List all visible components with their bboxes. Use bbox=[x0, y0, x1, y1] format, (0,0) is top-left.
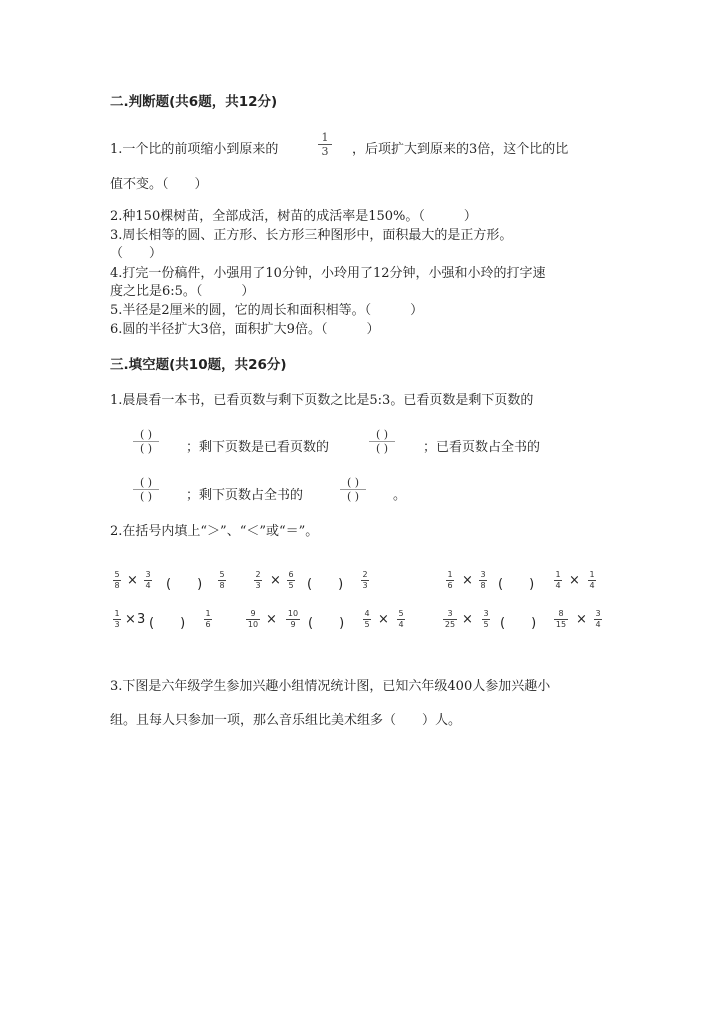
fraction-denominator: 3 bbox=[255, 581, 261, 590]
fraction-numerator: 1 bbox=[589, 570, 595, 579]
fraction-denominator: 8 bbox=[114, 581, 120, 590]
times-sign: × bbox=[125, 612, 136, 627]
blank-numerator[interactable]: ( ) bbox=[375, 428, 389, 441]
fraction-5-8 bbox=[218, 571, 226, 590]
fraction-1-4 bbox=[554, 571, 562, 590]
fraction-2-3 bbox=[361, 571, 369, 590]
blank-denominator[interactable]: ( ) bbox=[375, 442, 389, 455]
fraction-3-25 bbox=[443, 610, 457, 629]
fraction-denominator: 4 bbox=[398, 620, 404, 629]
s2-q1-fraction bbox=[318, 132, 332, 157]
fraction-1-6 bbox=[204, 610, 212, 629]
fraction-1-6 bbox=[446, 571, 454, 590]
s3-q1-text-t2: ；已看页数占全书的 bbox=[423, 440, 541, 455]
times-sign: × bbox=[462, 612, 473, 627]
s2-q6: 6.圆的半径扩大3倍，面积扩大9倍。（ ） bbox=[110, 322, 380, 337]
fraction-denominator: 5 bbox=[364, 620, 370, 629]
fraction-8-15 bbox=[554, 610, 568, 629]
times-sign: × bbox=[270, 573, 281, 588]
fraction-denominator: 9 bbox=[290, 620, 296, 629]
blank-denominator[interactable]: ( ) bbox=[346, 490, 360, 503]
fraction-numerator: 1 bbox=[205, 609, 211, 618]
fraction-denominator: 4 bbox=[145, 581, 151, 590]
fraction-numerator: 6 bbox=[288, 570, 294, 579]
compare-blank[interactable]: ( ) bbox=[500, 616, 537, 631]
blank-numerator[interactable]: ( ) bbox=[139, 476, 153, 489]
fraction-3-5 bbox=[482, 610, 490, 629]
fraction-denominator: 4 bbox=[555, 581, 561, 590]
fraction-numerator: 1 bbox=[114, 609, 120, 618]
fraction-4-5 bbox=[363, 610, 371, 629]
compare-blank[interactable]: ( ) bbox=[308, 616, 345, 631]
fraction-3-8 bbox=[479, 571, 487, 590]
fraction-numerator: 5 bbox=[114, 570, 120, 579]
fraction-numerator: 2 bbox=[255, 570, 261, 579]
fraction-6-5 bbox=[287, 571, 295, 590]
times-sign: × bbox=[569, 573, 580, 588]
fraction-numerator: 10 bbox=[287, 609, 299, 618]
fraction-denominator: 15 bbox=[555, 620, 567, 629]
fraction-denominator: 3 bbox=[362, 581, 368, 590]
fraction-3-4 bbox=[144, 571, 152, 590]
s3-q1-blank-fraction-3[interactable] bbox=[133, 477, 159, 502]
s2-q2: 2.种150棵树苗，全部成活，树苗的成活率是150%。（ ） bbox=[110, 209, 477, 224]
compare-blank[interactable]: ( ) bbox=[149, 616, 186, 631]
blank-numerator[interactable]: ( ) bbox=[346, 476, 360, 489]
fraction-numerator: 9 bbox=[250, 609, 256, 618]
fraction-numerator: 5 bbox=[398, 609, 404, 618]
s3-q3-text-a: 3.下图是六年级学生参加兴趣小组情况统计图，已知六年级400人参加兴趣小 bbox=[110, 679, 551, 694]
s2-q4-a: 4.打完一份稿件，小强用了10分钟，小玲用了12分钟，小强和小玲的打字速 bbox=[110, 266, 546, 281]
blank-numerator[interactable]: ( ) bbox=[139, 428, 153, 441]
blank-denominator[interactable]: ( ) bbox=[139, 490, 153, 503]
s3-q1-text-a: 1.晨晨看一本书，已看页数与剩下页数之比是5:3。已看页数是剩下页数的 bbox=[110, 393, 534, 408]
fraction-numerator: 3 bbox=[483, 609, 489, 618]
fraction-numerator: 3 bbox=[595, 609, 601, 618]
fraction-numerator: 3 bbox=[145, 570, 151, 579]
fraction-numerator: 3 bbox=[447, 609, 453, 618]
section-3-title: 三.填空题(共10题，共26分) bbox=[110, 357, 287, 373]
number-3: 3 bbox=[137, 612, 146, 627]
fraction-numerator: 1 bbox=[555, 570, 561, 579]
s3-q1-blank-fraction-2[interactable] bbox=[369, 429, 395, 454]
fraction-2-3 bbox=[254, 571, 262, 590]
fraction-denominator: 10 bbox=[247, 620, 259, 629]
s3-q1-end: 。 bbox=[393, 488, 407, 503]
fraction-denominator: 25 bbox=[444, 620, 456, 629]
s2-q4-b: 度之比是6:5。（ ） bbox=[110, 284, 255, 299]
fraction-3-4 bbox=[594, 610, 602, 629]
s2-q5: 5.半径是2厘米的圆，它的周长和面积相等。（ ） bbox=[110, 303, 424, 318]
section-2-title: 二.判断题(共6题，共12分) bbox=[110, 94, 278, 110]
fraction-denominator: 8 bbox=[219, 581, 225, 590]
s3-q1-blank-fraction-1[interactable] bbox=[133, 429, 159, 454]
times-sign: × bbox=[266, 612, 277, 627]
fraction-numerator: 1 bbox=[321, 131, 329, 144]
fraction-numerator: 5 bbox=[219, 570, 225, 579]
fraction-5-4 bbox=[397, 610, 405, 629]
fraction-denominator: 5 bbox=[483, 620, 489, 629]
fraction-denominator: 6 bbox=[205, 620, 211, 629]
fraction-10-9 bbox=[286, 610, 300, 629]
fraction-9-10 bbox=[246, 610, 260, 629]
fraction-denominator: 3 bbox=[321, 145, 329, 158]
fraction-numerator: 8 bbox=[558, 609, 564, 618]
fraction-denominator: 3 bbox=[114, 620, 120, 629]
blank-denominator[interactable]: ( ) bbox=[139, 442, 153, 455]
fraction-denominator: 8 bbox=[480, 581, 486, 590]
fraction-denominator: 4 bbox=[589, 581, 595, 590]
fraction-denominator: 5 bbox=[288, 581, 294, 590]
fraction-denominator: 6 bbox=[447, 581, 453, 590]
fraction-denominator: 4 bbox=[595, 620, 601, 629]
s3-q3-text-b: 组。且每人只参加一项，那么音乐组比美术组多（ ）人。 bbox=[110, 713, 462, 728]
s3-q1-text-t3: ；剩下页数占全书的 bbox=[186, 488, 304, 503]
fraction-1-4 bbox=[588, 571, 596, 590]
s2-q3-b: （ ） bbox=[110, 246, 163, 261]
compare-blank[interactable]: ( ) bbox=[166, 577, 203, 592]
times-sign: × bbox=[462, 573, 473, 588]
times-sign: × bbox=[127, 573, 138, 588]
fraction-numerator: 4 bbox=[364, 609, 370, 618]
times-sign: × bbox=[576, 612, 587, 627]
fraction-5-8 bbox=[113, 571, 121, 590]
compare-blank[interactable]: ( ) bbox=[307, 577, 344, 592]
compare-blank[interactable]: ( ) bbox=[498, 577, 535, 592]
s2-q1-text-b: ，后项扩大到原来的3倍，这个比的比 bbox=[352, 142, 569, 157]
fraction-numerator: 3 bbox=[480, 570, 486, 579]
fraction-numerator: 2 bbox=[362, 570, 368, 579]
s3-q1-text-t1: ；剩下页数是已看页数的 bbox=[186, 440, 330, 455]
fraction-numerator: 1 bbox=[447, 570, 453, 579]
times-sign: × bbox=[378, 612, 389, 627]
s2-q3-a: 3.周长相等的圆、正方形、长方形三种图形中，面积最大的是正方形。 bbox=[110, 228, 513, 243]
s3-q2-text: 2.在括号内填上“＞”、“＜”或“＝”。 bbox=[110, 524, 319, 539]
fraction-1-3 bbox=[113, 610, 121, 629]
s2-q1-text-a: 1.一个比的前项缩小到原来的 bbox=[110, 142, 279, 157]
s3-q1-blank-fraction-4[interactable] bbox=[340, 477, 366, 502]
s2-q1-text-c: 值不变。（ ） bbox=[110, 177, 208, 192]
